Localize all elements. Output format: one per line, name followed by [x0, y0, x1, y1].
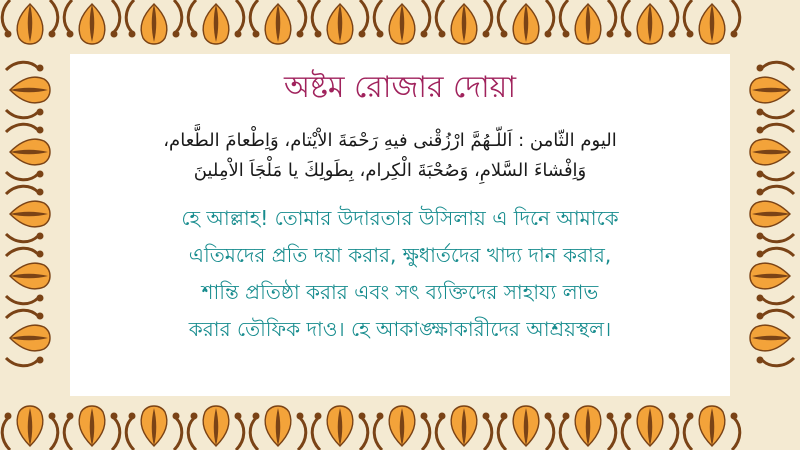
card-title: অষ্টম রোজার দোয়া: [283, 70, 517, 105]
content-panel: [70, 54, 730, 396]
translation-line: শান্তি প্রতিষ্ঠা করার এবং সৎ ব্যক্তিদের সাহায্য লাভ: [201, 280, 599, 304]
arabic-dua: [90, 126, 690, 186]
arabic-line: اليوم الثّامن : اَللّـهُمَّ ارْزُقْنى فيهِ رَحْمَةَ الاْيْتام، وَاِطْعامَ الطَّعام،: [163, 130, 617, 151]
translation-line: এতিমদের প্রতি দয়া করার, ক্ষুধার্তদের খাদ্য দান করার,: [188, 243, 612, 267]
bengali-translation: [70, 200, 730, 348]
arabic-line: وَاِفْشاءَ السَّلامِ، وَصُحْبَةَ الْكِرام، بِطَولِكَ يا مَلْجَاَ الاْمِلينَ: [193, 160, 587, 181]
translation-line: করার তৌফিক দাও। হে আকাঙ্ক্ষাকারীদের আশ্রয়স্থল।: [188, 317, 612, 341]
translation-line: হে আল্লাহ! তোমার উদারতার উসিলায় এ দিনে আমাকে: [181, 206, 619, 230]
